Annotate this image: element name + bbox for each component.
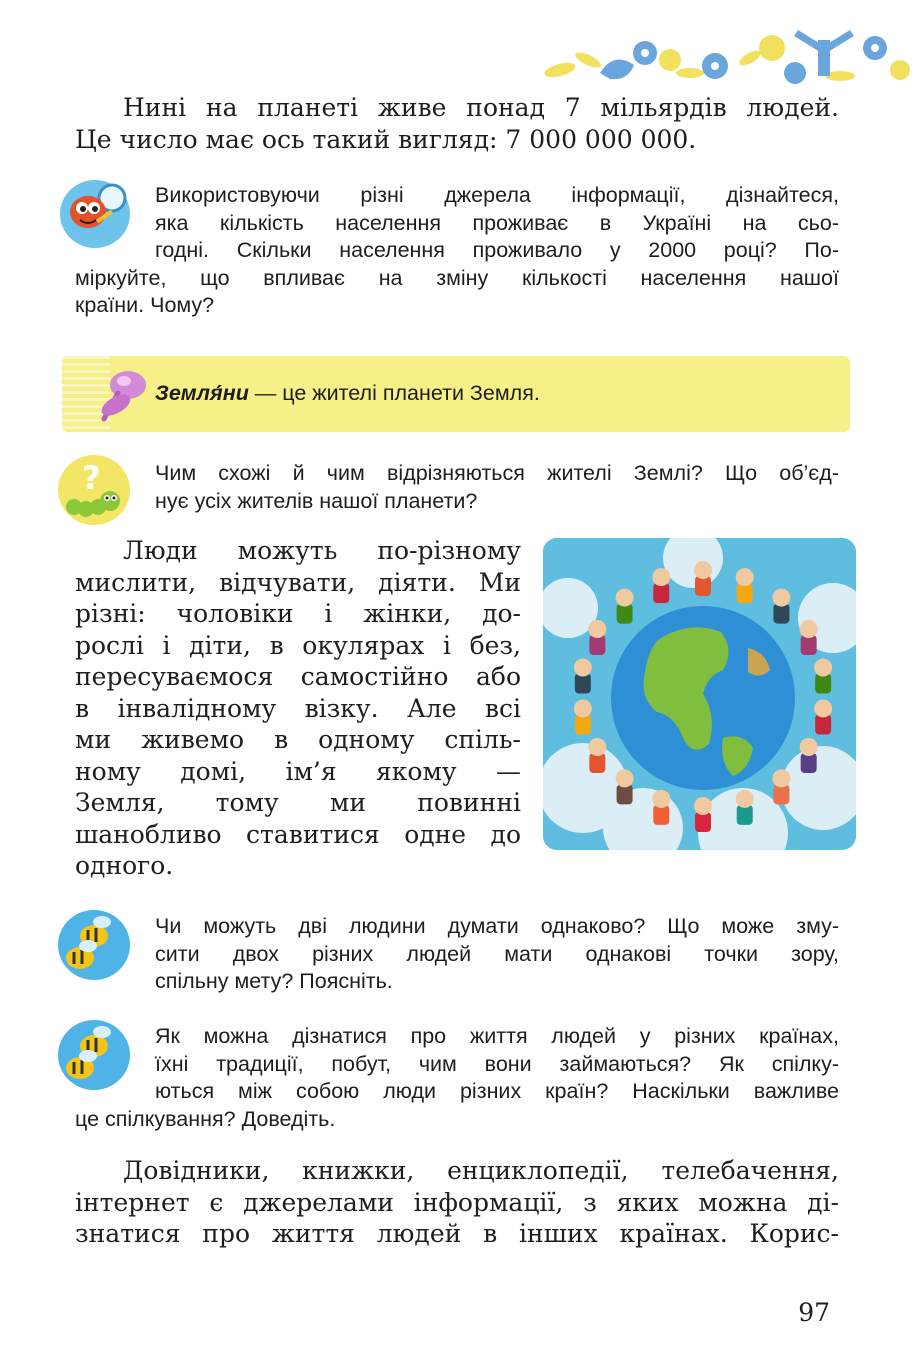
figure-head — [588, 738, 606, 756]
main-line-11: одного. — [75, 851, 174, 880]
figure-head — [772, 589, 790, 607]
intro-line-1: Нині на планеті живе понад 7 мільярдів людей. — [123, 93, 839, 122]
main-line-6: в інвалідному візку. Але всі — [75, 693, 521, 723]
definition-term: Земля́ни — [155, 381, 249, 405]
figure-head — [574, 699, 592, 717]
pair1-line-3: спільну мету? Поясніть. — [155, 969, 393, 993]
main-line-7: ми живемо в одному спіль- — [75, 725, 521, 754]
pair2-line-1: Як можна дізнатися про життя людей у різних країнах, — [155, 1024, 839, 1048]
figure-head — [800, 620, 818, 638]
research-line-5: країни. Чому? — [75, 293, 215, 317]
figure-head — [814, 659, 832, 677]
main-line-2: мислити, відчувати, діяти. Ми — [75, 567, 521, 597]
figure-head — [652, 568, 670, 586]
main-line-8: ному домі, ім’я якому — — [75, 756, 521, 786]
main-line-10: шанобливо ставитися одне до — [75, 819, 521, 849]
intro-line-2: Це число має ось такий вигляд: 7 000 000 000. — [75, 124, 697, 154]
research-line-4: міркуйте, що впливає на зміну кількості населення нашої — [75, 265, 839, 290]
pair2-line-4: це спілкування? Доведіть. — [75, 1106, 336, 1131]
research-line-3: годні. Скільки населення проживало у 2000 році? По- — [155, 238, 839, 262]
research-line-1: Використовуючи різні джерела інформації, дізнайтеся, — [155, 183, 839, 207]
question-line-2: нує усіх жителів нашої планети? — [155, 488, 478, 513]
pair-task-1 — [155, 913, 839, 996]
pair1-line-1: Чи можуть дві людини думати однаково? Що може зму- — [155, 914, 839, 938]
figure-head — [694, 797, 712, 815]
globe-people-illustration — [543, 538, 856, 850]
figure-head — [736, 568, 754, 586]
svg-text:?: ? — [82, 459, 101, 497]
research-task — [75, 182, 839, 320]
research-line-2: яка кількість населення проживає в Україні на сьо- — [155, 210, 839, 235]
main-paragraph — [75, 535, 521, 882]
figure-head — [616, 589, 634, 607]
page-number: 97 — [798, 1298, 830, 1327]
floral-ornament — [540, 18, 918, 88]
pair1-line-2: сити двох різних людей мати однакові точки зору, — [155, 941, 839, 966]
figure-head — [574, 659, 592, 677]
closing-line-3: знатися про життя людей в інших країнах. Корис- — [75, 1219, 839, 1248]
pushpin-icon — [94, 365, 152, 427]
figure-head — [588, 620, 606, 638]
question-block — [155, 460, 839, 515]
pair2-line-3: ються між собою люди різних країн? Наскільки важливе — [155, 1079, 839, 1103]
pair-task-2 — [75, 1023, 839, 1133]
figure-head — [800, 738, 818, 756]
figure-head — [616, 769, 634, 787]
closing-paragraph — [75, 1155, 839, 1250]
figure-head — [814, 699, 832, 717]
closing-line-1: Довідники, книжки, енциклопедії, телебачення, — [123, 1156, 839, 1185]
main-line-1: Люди можуть по-різному — [123, 536, 521, 565]
figure-head — [694, 561, 712, 579]
intro-paragraph — [75, 92, 839, 155]
figure-head — [772, 769, 790, 787]
main-line-4: рослі і діти, в окулярах і без, — [75, 630, 521, 660]
figure-head — [652, 790, 670, 808]
bees-icon — [58, 910, 130, 980]
figure-head — [736, 790, 754, 808]
main-line-5: пересуваємося самостійно або — [75, 662, 521, 691]
definition-body: — це жителі планети Земля. — [248, 381, 540, 405]
main-line-9: Земля, тому ми повинні — [75, 788, 521, 817]
main-line-3: різні: чоловіки і жінки, до- — [75, 599, 521, 628]
closing-line-2: інтернет є джерелами інформації, з яких можна ді- — [75, 1187, 839, 1217]
definition-text — [155, 380, 540, 408]
caterpillar-question-icon — [58, 455, 130, 525]
question-line-1: Чим схожі й чим відрізняються жителі Землі? Що об’єд- — [155, 461, 839, 485]
pair2-line-2: їхні традиції, побут, чим вони займаються? Як спілку- — [155, 1051, 839, 1076]
